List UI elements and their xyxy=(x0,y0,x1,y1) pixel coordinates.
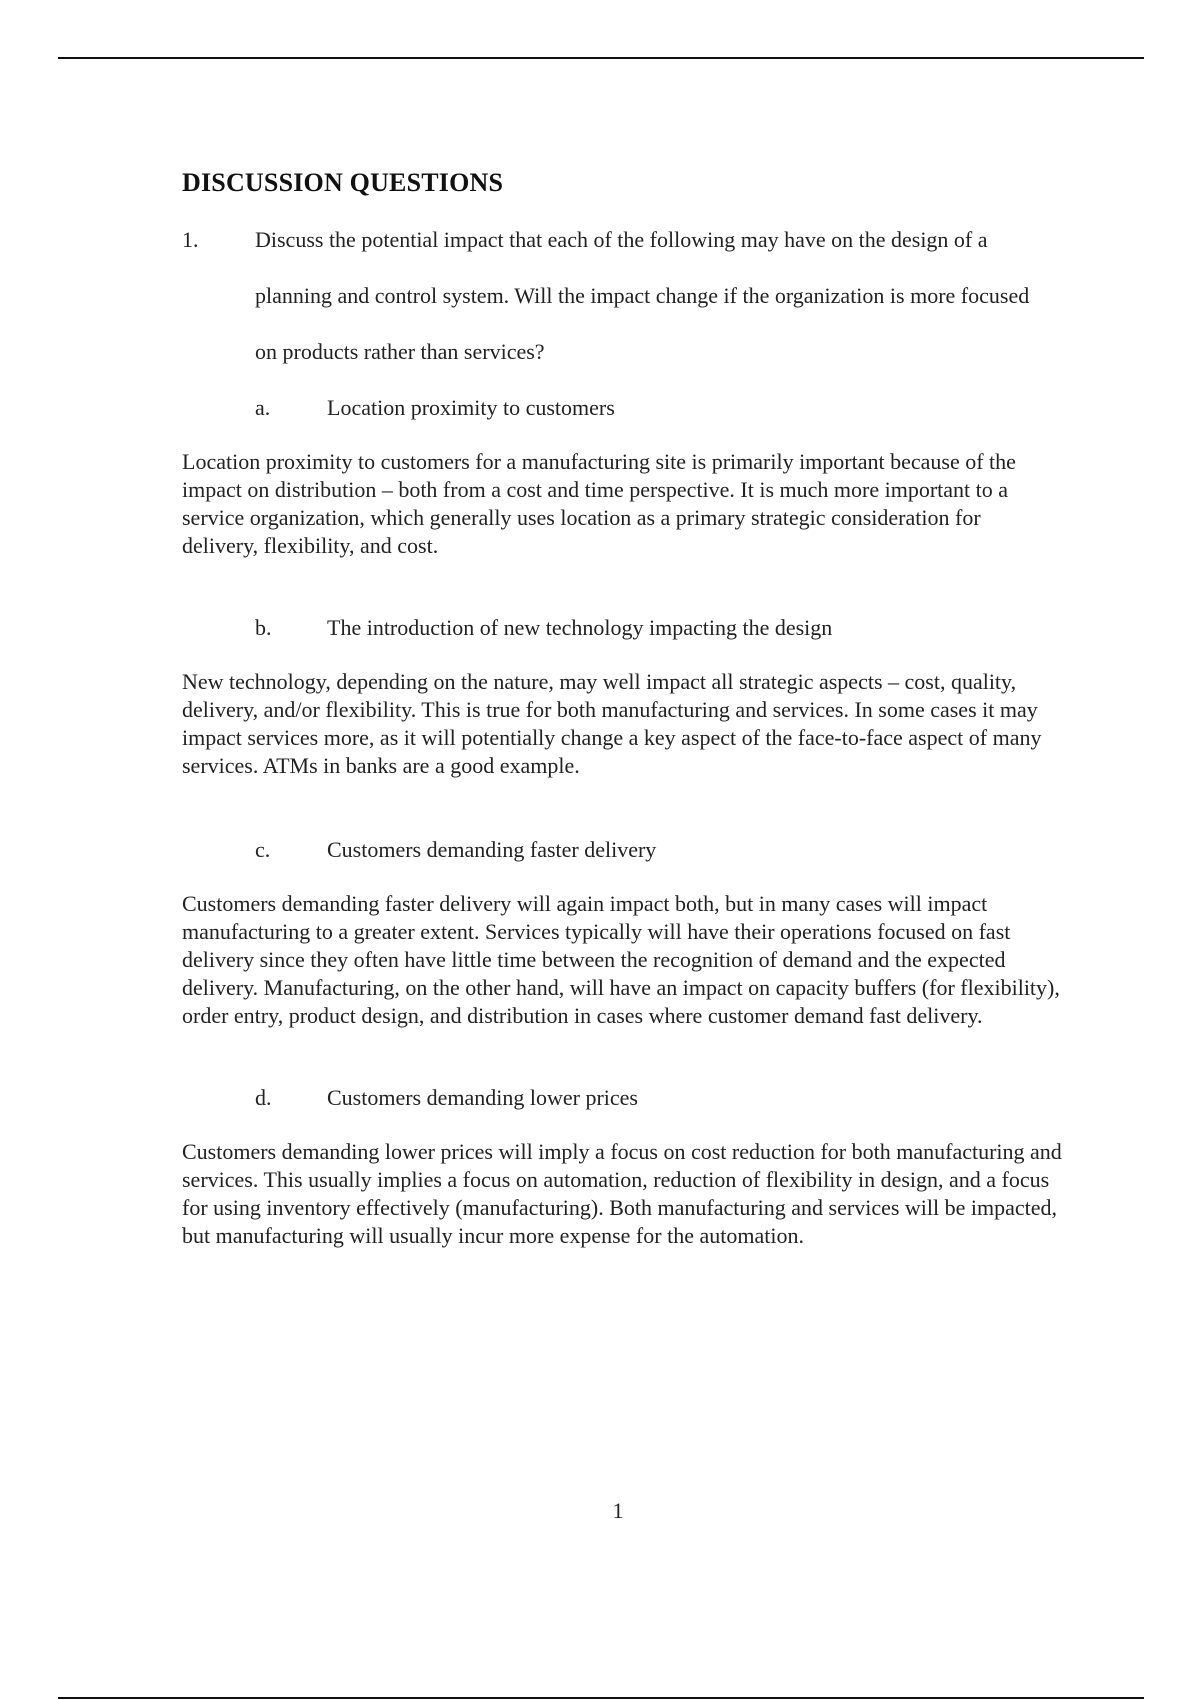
item-title: The introduction of new technology impacting the design xyxy=(327,615,833,640)
item-b-label xyxy=(182,614,1062,642)
answer-b: New technology, depending on the nature, may well impact all strategic aspects – cost, quality, delivery, and/or flexibility. This is true for both manufacturing and services. In some cases it may impact services more, as it will potentially change a key aspect of the face-to-face aspect of many services. ATMs in banks are a good example. xyxy=(182,669,1042,778)
question-text: Discuss the potential impact that each of the following may have on the design of a planning and control system. Will the impact change if the organization is more focused on products rather than services? xyxy=(255,227,1030,364)
item-letter: c. xyxy=(255,837,271,862)
item-letter: d. xyxy=(255,1085,272,1110)
item-letter: b. xyxy=(255,615,272,640)
item-a-label xyxy=(182,394,1062,422)
question-1 xyxy=(182,212,1062,380)
item-c-label xyxy=(182,836,1062,864)
bottom-rule xyxy=(58,1697,1144,1699)
answer-a: Location proximity to customers for a manufacturing site is primarily important because of the impact on distribution – both from a cost and time perspective. It is much more important to a service organization, which generally uses location as a primary strategic consideration for delivery, flexibility, and cost. xyxy=(182,449,1016,558)
question-number: 1. xyxy=(182,227,199,252)
answer-c: Customers demanding faster delivery will again impact both, but in many cases will impact manufacturing to a greater extent. Services typically will have their operations focused on fast delivery since they often have little time between the recognition of demand and the expected delivery. Manufacturing, on the other hand, will have an impact on capacity buffers (for flexibility), order entry, product design, and distribution in cases where customer demand fast delivery. xyxy=(182,891,1060,1028)
item-title: Customers demanding lower prices xyxy=(327,1085,638,1110)
item-title: Customers demanding faster delivery xyxy=(327,837,657,862)
page-number: 1 xyxy=(612,1498,624,1523)
item-d-label xyxy=(182,1084,1062,1112)
answer-d: Customers demanding lower prices will imply a focus on cost reduction for both manufacturing and services. This usually implies a focus on automation, reduction of flexibility in design, and a focus for using inventory effectively (manufacturing). Both manufacturing and services will be impacted, but manufacturing will usually incur more expense for the automation. xyxy=(182,1139,1062,1248)
item-title: Location proximity to customers xyxy=(327,395,615,420)
item-letter: a. xyxy=(255,395,271,420)
document-body xyxy=(182,168,1062,1250)
top-rule xyxy=(58,57,1144,59)
page-title: DISCUSSION QUESTIONS xyxy=(182,168,504,197)
